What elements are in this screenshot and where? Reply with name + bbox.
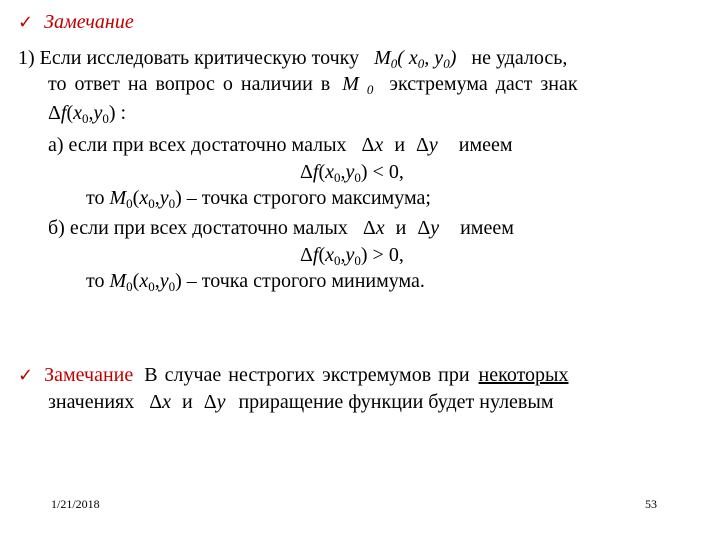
conclusion-a-pre: то: [86, 187, 105, 209]
remark2-line2-a: значениях: [48, 391, 135, 413]
remark2-text: В случае нестрогих экстремумов при: [144, 364, 470, 386]
conclusion-b: то $M_0(x_0,y_0)$ – точка строгого минимума.: [86, 270, 425, 294]
inequality-a: $\Delta f(x_0,y_0) < 0$,: [300, 161, 404, 185]
case-b-label: б) если при всех достаточно малых: [48, 217, 348, 239]
footer-date: 1/21/2018: [51, 497, 100, 511]
case-b-condition: б) если при всех достаточно малых Δx и Δy имеем: [48, 217, 514, 239]
and-word: и: [394, 134, 406, 156]
item1-tail: не удалось,: [471, 47, 568, 69]
checkmark-icon: ✓: [18, 365, 34, 386]
inequality-b: $\Delta f(x_0,y_0) > 0$,: [300, 244, 404, 268]
remark1-title: Замечание: [44, 11, 134, 33]
case-a-condition: а) если при всех достаточно малых Δx и Δy имеем: [48, 134, 513, 156]
point-m0: M $_0$: [342, 73, 374, 97]
conclusion-a: то $M_0(x_0,y_0)$ – точка строгого максимума;: [86, 187, 431, 211]
underlined-word: некоторых: [478, 364, 569, 386]
delta-f-expression: $\Delta f(x_0,y_0)$ :: [48, 102, 127, 126]
conclusion-b-text: – точка строгого минимума.: [186, 270, 425, 292]
conclusion-a-text: – точка строгого максимума;: [186, 187, 431, 209]
and-word: и: [395, 217, 407, 239]
remark1-line2: [48, 72, 578, 96]
conclusion-b-pre: то: [86, 270, 105, 292]
and-word: и: [182, 391, 193, 413]
point-m0-formula: $M_0$( $x_0$, $y_0$): [374, 47, 457, 71]
line2-text-b: экстремума даст знак: [389, 73, 578, 95]
checkmark-icon: ✓: [18, 12, 34, 33]
footer-page-number: 53: [645, 497, 657, 511]
remark1-header: [18, 10, 134, 35]
case-a-label: а) если при всех достаточно малых: [48, 134, 347, 156]
have-word: имеем: [460, 217, 514, 239]
remark2-line2: значениях Δx и Δy приращение функции будет нулевым: [48, 391, 554, 413]
item1-lead: 1) Если исследовать критическую точку: [18, 47, 360, 69]
remark2-line2-b: приращение функции будет нулевым: [238, 391, 554, 413]
remark2-line1: [18, 363, 568, 388]
line2-text-a: то ответ на вопрос о наличии в: [48, 73, 331, 95]
have-word: имеем: [458, 134, 513, 156]
remark1-line1: [18, 46, 567, 70]
remark2-title: Замечание: [44, 364, 134, 386]
